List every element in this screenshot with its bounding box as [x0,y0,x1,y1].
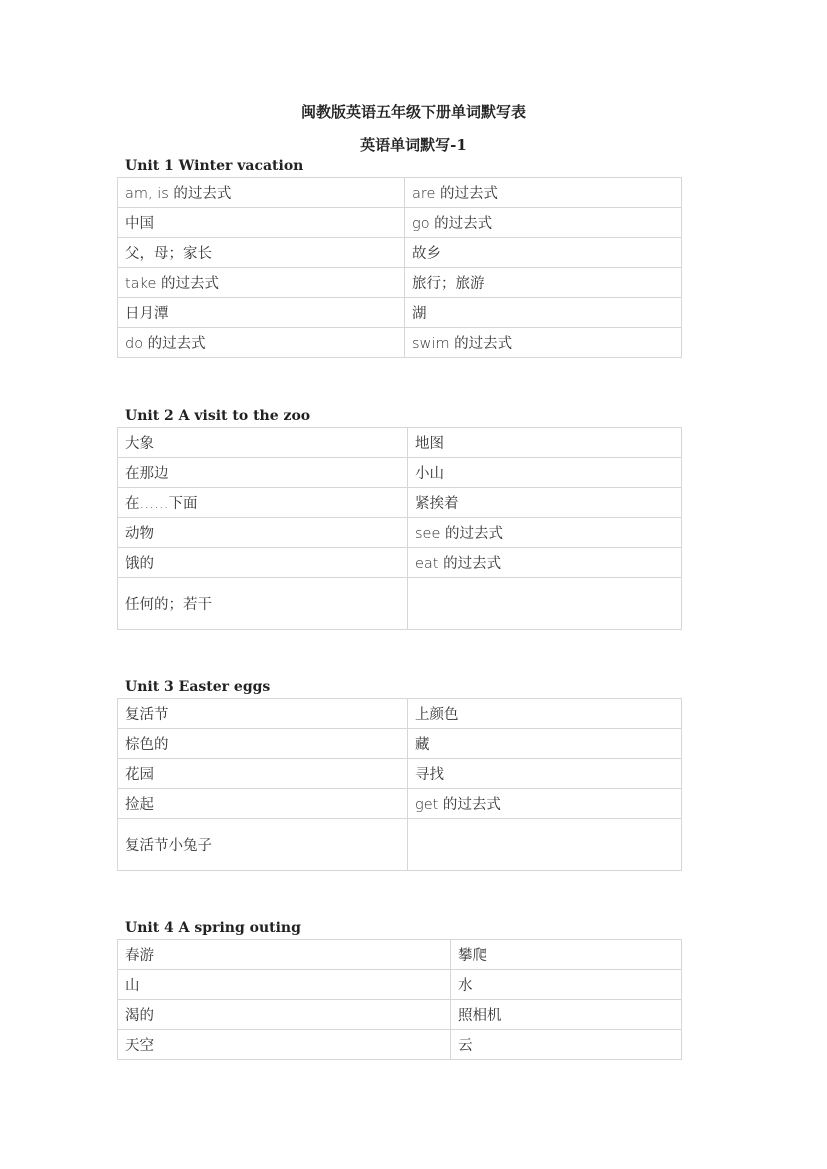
table-cell: 藏 [408,729,682,759]
table-cell: 云 [451,1030,682,1060]
table-row [118,298,682,328]
table-cell: 花园 [118,759,408,789]
table-cell: 任何的；若干 [118,578,408,630]
table-cell: 饿的 [118,548,408,578]
table-cell [408,578,682,630]
table-row [118,488,682,518]
unit-heading: Unit 2 A visit to the zoo [125,408,311,424]
unit-4-section [117,919,682,1060]
table-row [118,1000,682,1030]
unit-1-section [117,157,682,358]
unit-heading: Unit 4 A spring outing [125,920,301,936]
table-cell: go 的过去式 [405,208,682,238]
table-cell: 捡起 [118,789,408,819]
table-row [118,328,682,358]
vocabulary-table [117,177,682,358]
table-row [118,699,682,729]
table-cell: 攀爬 [451,940,682,970]
table-cell: 山 [118,970,451,1000]
table-cell: take 的过去式 [118,268,405,298]
table-cell: 寻找 [408,759,682,789]
table-row [118,208,682,238]
table-row [118,729,682,759]
unit-2-section [117,407,682,630]
table-cell: 动物 [118,518,408,548]
table-row [118,428,682,458]
table-row [118,268,682,298]
document-title: 闽教版英语五年级下册单词默写表 [300,103,526,121]
table-cell: 湖 [405,298,682,328]
unit-heading: Unit 3 Easter eggs [125,679,271,695]
table-cell: eat 的过去式 [408,548,682,578]
table-row [118,1030,682,1060]
table-row [118,518,682,548]
table-cell: 棕色的 [118,729,408,759]
table-cell: 在……下面 [118,488,408,518]
table-cell [408,819,682,871]
table-cell: 大象 [118,428,408,458]
table-row [118,970,682,1000]
unit-heading: Unit 1 Winter vacation [125,158,304,174]
table-cell: get 的过去式 [408,789,682,819]
table-row [118,548,682,578]
table-cell: 渴的 [118,1000,451,1030]
table-cell: do 的过去式 [118,328,405,358]
vocabulary-table [117,939,682,1060]
table-cell: are 的过去式 [405,178,682,208]
table-cell: 复活节小兔子 [118,819,408,871]
table-cell: 上颜色 [408,699,682,729]
table-cell: 小山 [408,458,682,488]
table-cell: see 的过去式 [408,518,682,548]
table-cell: 日月潭 [118,298,405,328]
table-cell: 复活节 [118,699,408,729]
document-subtitle: 英语单词默写-1 [360,136,467,154]
table-cell: 紧挨着 [408,488,682,518]
table-row [118,789,682,819]
table-row [118,578,682,630]
table-cell: am, is 的过去式 [118,178,405,208]
table-cell: 地图 [408,428,682,458]
vocabulary-table [117,427,682,630]
unit-3-section [117,678,682,871]
table-cell: 在那边 [118,458,408,488]
table-row [118,940,682,970]
table-cell: 照相机 [451,1000,682,1030]
table-cell: 故乡 [405,238,682,268]
table-cell: swim 的过去式 [405,328,682,358]
table-cell: 父，母；家长 [118,238,405,268]
table-row [118,458,682,488]
table-row [118,819,682,871]
table-cell: 中国 [118,208,405,238]
table-cell: 水 [451,970,682,1000]
table-row [118,759,682,789]
table-cell: 春游 [118,940,451,970]
table-cell: 旅行；旅游 [405,268,682,298]
vocabulary-table [117,698,682,871]
table-row [118,178,682,208]
table-cell: 天空 [118,1030,451,1060]
table-row [118,238,682,268]
